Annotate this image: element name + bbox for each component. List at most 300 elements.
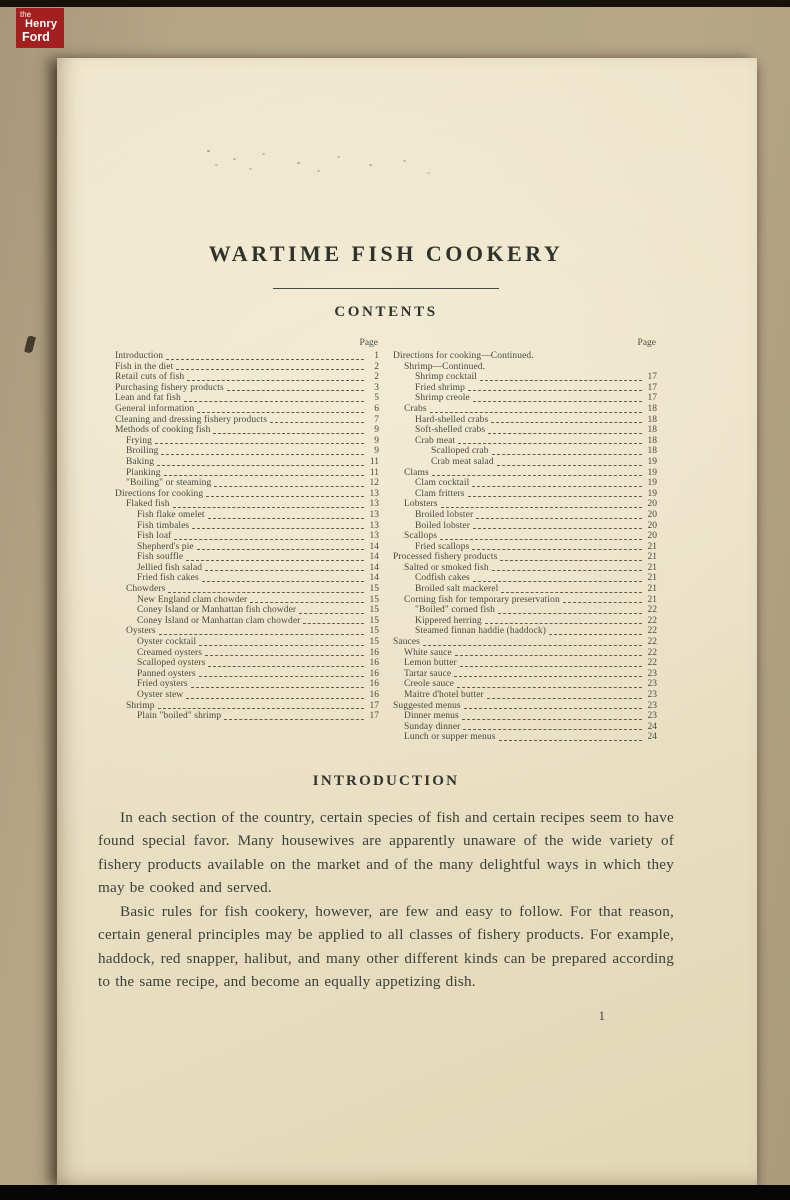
toc-dotted-leader bbox=[213, 433, 364, 434]
toc-entry bbox=[115, 711, 379, 722]
toc-entry bbox=[393, 351, 657, 362]
toc-entry-label: Corning fish for temporary preservation bbox=[404, 594, 560, 605]
toc-entry-page: 21 bbox=[647, 584, 657, 595]
toc-entry-label: Coney Island or Manhattan fish chowder bbox=[137, 605, 297, 616]
toc-dotted-leader bbox=[250, 602, 364, 603]
toc-entry-page: 22 bbox=[647, 658, 657, 669]
toc-dotted-leader bbox=[227, 390, 364, 391]
toc-entry-label: Steamed finnan haddie (haddock) bbox=[415, 626, 547, 637]
toc-dotted-leader bbox=[214, 486, 364, 487]
toc-entry-page: 9 bbox=[374, 435, 379, 446]
toc-entry-page: 18 bbox=[647, 435, 657, 446]
toc-entry-page: 1 bbox=[374, 351, 379, 361]
toc-entry-label: Sauces bbox=[393, 637, 420, 648]
toc-entry-page: 20 bbox=[647, 531, 657, 542]
toc-dotted-leader bbox=[197, 412, 364, 413]
toc-entry-page: 18 bbox=[647, 446, 657, 457]
toc-dotted-leader bbox=[472, 486, 642, 487]
toc-entry-label: Crab meat salad bbox=[431, 456, 494, 467]
toc-dotted-leader bbox=[462, 719, 642, 720]
toc-dotted-leader bbox=[455, 655, 642, 656]
toc-entry-page: 13 bbox=[369, 499, 379, 510]
toc-entry bbox=[393, 552, 657, 563]
toc-entry-label: Retail cuts of fish bbox=[115, 372, 185, 383]
toc-entry-page: 11 bbox=[369, 467, 379, 478]
toc-entry-page: 20 bbox=[647, 499, 657, 510]
page-number: 1 bbox=[598, 1007, 605, 1023]
toc-dotted-leader bbox=[549, 634, 642, 635]
toc-entry bbox=[115, 489, 379, 500]
toc-dotted-leader bbox=[457, 687, 642, 688]
toc-dotted-leader bbox=[155, 443, 364, 444]
toc-dotted-leader bbox=[303, 623, 364, 624]
toc-page-header-left: Page bbox=[359, 338, 378, 348]
toc-entry bbox=[393, 415, 657, 426]
toc-entry bbox=[393, 711, 657, 722]
toc-dotted-leader bbox=[473, 581, 642, 582]
toc-entry-label: Directions for cooking—Continued. bbox=[393, 351, 534, 361]
toc-entry-label: Sunday dinner bbox=[404, 721, 461, 732]
toc-entry bbox=[393, 510, 657, 521]
toc-dotted-leader bbox=[485, 623, 642, 624]
toc-entry-page: 19 bbox=[647, 478, 657, 489]
toc-entry-label: Planking bbox=[126, 467, 161, 478]
toc-entry-page: 14 bbox=[369, 562, 379, 573]
toc-entry-label: Oyster stew bbox=[137, 690, 184, 700]
toc-entry-page: 18 bbox=[647, 425, 657, 436]
toc-entry bbox=[115, 383, 379, 394]
toc-entry-label: Crab meat bbox=[415, 435, 456, 446]
toc-entry-label: Shrimp—Continued. bbox=[404, 361, 486, 372]
toc-dotted-leader bbox=[299, 613, 364, 614]
toc-entry-label: Clam cocktail bbox=[415, 478, 470, 489]
toc-entry-page: 2 bbox=[374, 372, 379, 383]
toc-entry-label: Frying bbox=[126, 435, 152, 446]
toc-entry-label: Directions for cooking bbox=[115, 488, 204, 499]
toc-entry-page: 5 bbox=[374, 393, 379, 404]
toc-entry-label: Purchasing fishery products bbox=[115, 382, 224, 393]
toc-entry-page: 9 bbox=[374, 446, 379, 457]
toc-entry-page: 22 bbox=[647, 647, 657, 658]
title-divider bbox=[273, 288, 499, 289]
toc-entry-label: Clams bbox=[404, 467, 429, 478]
toc-entry-page: 15 bbox=[369, 637, 379, 648]
toc-dotted-leader bbox=[158, 708, 364, 709]
book-page bbox=[57, 58, 757, 1185]
toc-column-right bbox=[393, 338, 657, 743]
toc-entry-label: Plain "boiled" shrimp bbox=[137, 711, 222, 722]
toc-entry bbox=[393, 383, 657, 394]
toc-entry bbox=[115, 616, 379, 627]
toc-entry-label: Introduction bbox=[115, 351, 164, 361]
toc-entry-label: Chowders bbox=[126, 584, 166, 595]
toc-entry-page: 21 bbox=[647, 562, 657, 573]
toc-entry-label: Codfish cakes bbox=[415, 573, 470, 584]
toc-entry bbox=[393, 542, 657, 553]
toc-entry bbox=[393, 584, 657, 595]
toc-entry-page: 14 bbox=[369, 552, 379, 563]
toc-entry-page: 17 bbox=[647, 382, 657, 393]
toc-entry bbox=[115, 531, 379, 542]
toc-entry-label: Fried shrimp bbox=[415, 382, 466, 393]
toc-entry bbox=[393, 489, 657, 500]
toc-entry bbox=[393, 393, 657, 404]
toc-entry bbox=[115, 468, 379, 479]
toc-entry bbox=[115, 372, 379, 383]
toc-entry bbox=[393, 626, 657, 637]
logo-line-henry: Henry bbox=[25, 18, 58, 31]
toc-entry-page: 22 bbox=[647, 637, 657, 648]
toc-entry bbox=[393, 637, 657, 648]
toc-entry-page: 24 bbox=[647, 732, 657, 743]
toc-entry-label: Coney Island or Manhattan clam chowder bbox=[137, 615, 301, 626]
toc-entry-page: 12 bbox=[369, 478, 379, 489]
toc-entry-label: Shrimp cocktail bbox=[415, 372, 477, 383]
toc-dotted-leader bbox=[473, 528, 642, 529]
toc-dotted-leader bbox=[454, 676, 642, 677]
toc-entry bbox=[115, 637, 379, 648]
toc-entry bbox=[115, 690, 379, 701]
toc-entry bbox=[393, 605, 657, 616]
toc-entry-label: Shrimp bbox=[126, 700, 155, 711]
toc-entry-label: Broiled salt mackerel bbox=[415, 584, 499, 595]
toc-entry-page: 23 bbox=[647, 690, 657, 700]
toc-dotted-leader bbox=[497, 465, 642, 466]
toc-entry bbox=[115, 584, 379, 595]
toc-entry-page: 24 bbox=[647, 721, 657, 732]
toc-dotted-leader bbox=[487, 698, 642, 699]
toc-entry-label: "Boiled" corned fish bbox=[415, 605, 495, 616]
toc-entry bbox=[393, 701, 657, 712]
toc-entry-page: 7 bbox=[374, 414, 379, 425]
toc-entry-page: 15 bbox=[369, 605, 379, 616]
toc-entry bbox=[393, 732, 657, 743]
toc-dotted-leader bbox=[498, 613, 642, 614]
toc-dotted-leader bbox=[208, 518, 364, 519]
toc-dotted-leader bbox=[205, 570, 364, 571]
toc-column-left bbox=[115, 338, 379, 743]
toc-entry bbox=[393, 521, 657, 532]
toc-entry bbox=[115, 563, 379, 574]
toc-entry-label: Oyster cocktail bbox=[137, 637, 197, 648]
toc-entry bbox=[115, 648, 379, 659]
toc-page-header-right: Page bbox=[637, 338, 656, 348]
toc-dotted-leader bbox=[173, 507, 364, 508]
toc-entry bbox=[115, 595, 379, 606]
toc-entry-page: 21 bbox=[647, 552, 657, 563]
toc-entry bbox=[115, 658, 379, 669]
toc-entry-label: Lean and fat fish bbox=[115, 393, 181, 404]
toc-entry-page: 23 bbox=[647, 668, 657, 679]
toc-entry-label: Lemon butter bbox=[404, 658, 457, 669]
toc-dotted-leader bbox=[164, 475, 364, 476]
scan-bottom-edge bbox=[0, 1185, 790, 1200]
toc-entry-label: White sauce bbox=[404, 647, 452, 658]
toc-entry-label: Panned oysters bbox=[137, 668, 196, 679]
toc-entry bbox=[115, 436, 379, 447]
toc-entry bbox=[115, 499, 379, 510]
toc-entry bbox=[393, 425, 657, 436]
table-of-contents bbox=[115, 338, 657, 743]
page-content bbox=[98, 58, 674, 1024]
toc-dotted-leader bbox=[488, 433, 642, 434]
toc-dotted-leader bbox=[270, 422, 364, 423]
toc-dotted-leader bbox=[187, 380, 364, 381]
toc-dotted-leader bbox=[206, 496, 364, 497]
toc-entry-page: 2 bbox=[374, 361, 379, 372]
toc-entry-page: 16 bbox=[369, 647, 379, 658]
henry-ford-logo bbox=[16, 8, 64, 48]
toc-entry-label: Soft-shelled crabs bbox=[415, 425, 486, 436]
toc-dotted-leader bbox=[168, 592, 364, 593]
toc-dotted-leader bbox=[192, 528, 364, 529]
toc-entry bbox=[115, 669, 379, 680]
toc-entry-label: Fish souffle bbox=[137, 552, 184, 563]
toc-entry-page: 15 bbox=[369, 584, 379, 595]
toc-dotted-leader bbox=[563, 602, 642, 603]
toc-dotted-leader bbox=[205, 655, 364, 656]
toc-dotted-leader bbox=[463, 729, 642, 730]
toc-entry-page: 13 bbox=[369, 488, 379, 499]
toc-entry-label: New England clam chowder bbox=[137, 594, 248, 605]
toc-entry bbox=[115, 542, 379, 553]
toc-entry-label: "Boiling" or steaming bbox=[126, 478, 212, 489]
toc-dotted-leader bbox=[440, 539, 642, 540]
toc-entry-page: 15 bbox=[369, 615, 379, 626]
toc-entry bbox=[115, 362, 379, 373]
toc-dotted-leader bbox=[499, 740, 642, 741]
toc-entry-label: Lunch or supper menus bbox=[404, 732, 496, 743]
toc-dotted-leader bbox=[208, 666, 364, 667]
toc-dotted-leader bbox=[161, 454, 364, 455]
toc-entry-label: Fried fish cakes bbox=[137, 573, 199, 584]
toc-entry-page: 16 bbox=[369, 668, 379, 679]
toc-entry-page: 9 bbox=[374, 425, 379, 436]
toc-entry-label: Broiled lobster bbox=[415, 509, 474, 520]
toc-entry bbox=[115, 510, 379, 521]
toc-entry-page: 16 bbox=[369, 679, 379, 690]
toc-dotted-leader bbox=[492, 570, 642, 571]
toc-entry bbox=[115, 626, 379, 637]
toc-entry-label: Scalloped crab bbox=[431, 446, 489, 457]
toc-entry-page: 18 bbox=[647, 403, 657, 414]
toc-entry bbox=[393, 679, 657, 690]
toc-entry-label: Jellied fish salad bbox=[137, 562, 203, 573]
toc-entry bbox=[393, 446, 657, 457]
toc-dotted-leader bbox=[480, 380, 642, 381]
toc-entry-page: 22 bbox=[647, 615, 657, 626]
logo-line-ford: Ford bbox=[22, 29, 50, 44]
toc-entry-label: Scallops bbox=[404, 531, 437, 542]
toc-entry bbox=[115, 351, 379, 362]
toc-entry-page: 17 bbox=[647, 372, 657, 383]
toc-entry bbox=[115, 605, 379, 616]
toc-entry bbox=[115, 446, 379, 457]
toc-entry-page: 16 bbox=[369, 658, 379, 669]
toc-entry-page: 23 bbox=[647, 711, 657, 722]
toc-entry-page: 13 bbox=[369, 509, 379, 520]
toc-entry bbox=[393, 648, 657, 659]
toc-dotted-leader bbox=[473, 401, 642, 402]
toc-entry-page: 17 bbox=[369, 711, 379, 722]
logo-line-the: the bbox=[20, 10, 32, 19]
toc-entry-label: Cleaning and dressing fishery products bbox=[115, 414, 268, 425]
toc-entry-label: Creamed oysters bbox=[137, 647, 203, 658]
toc-entry-label: Broiling bbox=[126, 446, 159, 457]
toc-dotted-leader bbox=[191, 687, 364, 688]
toc-dotted-leader bbox=[491, 422, 642, 423]
toc-entry-label: Maitre d'hotel butter bbox=[404, 690, 484, 700]
toc-dotted-leader bbox=[458, 443, 642, 444]
toc-entry-label: Clam fritters bbox=[415, 488, 465, 499]
toc-entry bbox=[115, 521, 379, 532]
toc-entry bbox=[115, 425, 379, 436]
toc-entry-label: Creole sauce bbox=[404, 679, 454, 690]
toc-entry-label: Fish flake omelet bbox=[137, 509, 205, 520]
toc-entry bbox=[393, 436, 657, 447]
toc-entry-label: Processed fishery products bbox=[393, 552, 498, 563]
toc-entry-label: Shrimp creole bbox=[415, 393, 470, 404]
toc-entry-page: 17 bbox=[369, 700, 379, 711]
toc-dotted-leader bbox=[186, 560, 364, 561]
toc-entry-page: 23 bbox=[647, 679, 657, 690]
intro-paragraph: In each section of the country, certain species of fish and certain recipes seem to have found special favor. Many housewives are apparently unaware of the wide variety of fishery products available on the market and of the many delightful ways in which they may be cooked and served. bbox=[98, 808, 674, 897]
toc-entry-page: 14 bbox=[369, 573, 379, 584]
intro-paragraph: Basic rules for fish cookery, however, are few and easy to follow. For that reason, certain general principles may be applied to all classes of fishery products. For example, haddock, red snapper, halibut, and many other different kinds can be prepared according to the same recipe, and become an equally appetizing dish. bbox=[98, 902, 674, 991]
toc-dotted-leader bbox=[441, 507, 642, 508]
toc-entry-page: 15 bbox=[369, 626, 379, 637]
toc-dotted-leader bbox=[199, 676, 364, 677]
toc-dotted-leader bbox=[176, 369, 364, 370]
toc-entry bbox=[393, 362, 657, 373]
toc-entry bbox=[393, 573, 657, 584]
toc-entry-label: Fish timbales bbox=[137, 520, 190, 531]
toc-entry bbox=[393, 690, 657, 701]
toc-entry bbox=[115, 679, 379, 690]
toc-entry-page: 13 bbox=[369, 520, 379, 531]
toc-entry-page: 23 bbox=[647, 700, 657, 711]
toc-dotted-leader bbox=[468, 390, 642, 391]
toc-entry-label: Hard-shelled crabs bbox=[415, 414, 489, 425]
toc-entry-page: 17 bbox=[647, 393, 657, 404]
toc-entry bbox=[393, 404, 657, 415]
toc-entry-label: Methods of cooking fish bbox=[115, 425, 211, 436]
toc-dotted-leader bbox=[500, 560, 642, 561]
toc-entry bbox=[393, 563, 657, 574]
toc-entry-label: Baking bbox=[126, 456, 155, 467]
toc-dotted-leader bbox=[492, 454, 642, 455]
toc-entry-page: 21 bbox=[647, 594, 657, 605]
toc-dotted-leader bbox=[472, 549, 642, 550]
toc-dotted-leader bbox=[174, 539, 364, 540]
toc-entry bbox=[393, 468, 657, 479]
toc-entry bbox=[393, 457, 657, 468]
toc-entry bbox=[393, 478, 657, 489]
toc-entry-page: 20 bbox=[647, 520, 657, 531]
toc-entry bbox=[393, 616, 657, 627]
toc-entry-label: Crabs bbox=[404, 403, 427, 414]
toc-entry bbox=[393, 658, 657, 669]
toc-entry bbox=[115, 552, 379, 563]
toc-entry bbox=[393, 531, 657, 542]
toc-entry-page: 14 bbox=[369, 541, 379, 552]
toc-entry-page: 6 bbox=[374, 403, 379, 414]
toc-dotted-leader bbox=[460, 666, 642, 667]
toc-entry bbox=[115, 457, 379, 468]
toc-entry-page: 18 bbox=[647, 414, 657, 425]
toc-entry-page: 3 bbox=[374, 382, 379, 393]
toc-entry-label: Kippered herring bbox=[415, 615, 482, 626]
toc-dotted-leader bbox=[476, 518, 642, 519]
toc-entry-page: 15 bbox=[369, 594, 379, 605]
toc-entry-page: 13 bbox=[369, 531, 379, 542]
toc-entry bbox=[393, 595, 657, 606]
toc-entry bbox=[115, 404, 379, 415]
toc-entry bbox=[393, 669, 657, 680]
toc-entry-page: 20 bbox=[647, 509, 657, 520]
toc-entry-page: 19 bbox=[647, 488, 657, 499]
toc-entry-page: 21 bbox=[647, 573, 657, 584]
toc-entry-page: 16 bbox=[369, 690, 379, 700]
toc-entry-page: 22 bbox=[647, 626, 657, 637]
toc-entry-label: Dinner menus bbox=[404, 711, 459, 722]
toc-dotted-leader bbox=[224, 719, 364, 720]
toc-dotted-leader bbox=[184, 401, 364, 402]
toc-entry bbox=[115, 573, 379, 584]
toc-entry-label: Scalloped oysters bbox=[137, 658, 206, 669]
toc-entry bbox=[115, 701, 379, 712]
toc-dotted-leader bbox=[501, 592, 642, 593]
toc-entry bbox=[393, 722, 657, 733]
introduction-body bbox=[98, 806, 674, 994]
toc-dotted-leader bbox=[468, 496, 642, 497]
toc-entry-label: Shepherd's pie bbox=[137, 541, 194, 552]
toc-entry-label: Boiled lobster bbox=[415, 520, 470, 531]
toc-dotted-leader bbox=[157, 465, 364, 466]
toc-entry-page: 11 bbox=[369, 456, 379, 467]
toc-entry-label: Fried oysters bbox=[137, 679, 188, 690]
toc-entry-label: General information bbox=[115, 403, 195, 414]
toc-dotted-leader bbox=[166, 359, 364, 360]
introduction-heading: INTRODUCTION bbox=[312, 772, 460, 789]
toc-entry-label: Lobsters bbox=[404, 499, 438, 510]
toc-entry-label: Flaked fish bbox=[126, 499, 170, 510]
toc-dotted-leader bbox=[197, 549, 364, 550]
book-title: WARTIME FISH COOKERY bbox=[208, 241, 564, 266]
toc-entry bbox=[115, 478, 379, 489]
toc-dotted-leader bbox=[202, 581, 364, 582]
toc-entry-label: Salted or smoked fish bbox=[404, 562, 489, 573]
contents-heading: CONTENTS bbox=[334, 304, 438, 320]
toc-entry-label: Tartar sauce bbox=[404, 668, 452, 679]
toc-dotted-leader bbox=[186, 698, 364, 699]
toc-entry-page: 21 bbox=[647, 541, 657, 552]
toc-entry-page: 19 bbox=[647, 456, 657, 467]
scan-top-edge bbox=[0, 0, 790, 7]
toc-entry-label: Fish loaf bbox=[137, 531, 172, 542]
toc-entry bbox=[115, 393, 379, 404]
toc-dotted-leader bbox=[432, 475, 642, 476]
toc-entry-page: 22 bbox=[647, 605, 657, 616]
toc-entry-label: Fried scallops bbox=[415, 541, 470, 552]
toc-entry-label: Fish in the diet bbox=[115, 361, 174, 372]
toc-entry bbox=[393, 372, 657, 383]
toc-entry-label: Suggested menus bbox=[393, 700, 461, 711]
toc-dotted-leader bbox=[464, 708, 642, 709]
toc-entry-page: 19 bbox=[647, 467, 657, 478]
toc-entry bbox=[115, 415, 379, 426]
toc-dotted-leader bbox=[159, 634, 364, 635]
